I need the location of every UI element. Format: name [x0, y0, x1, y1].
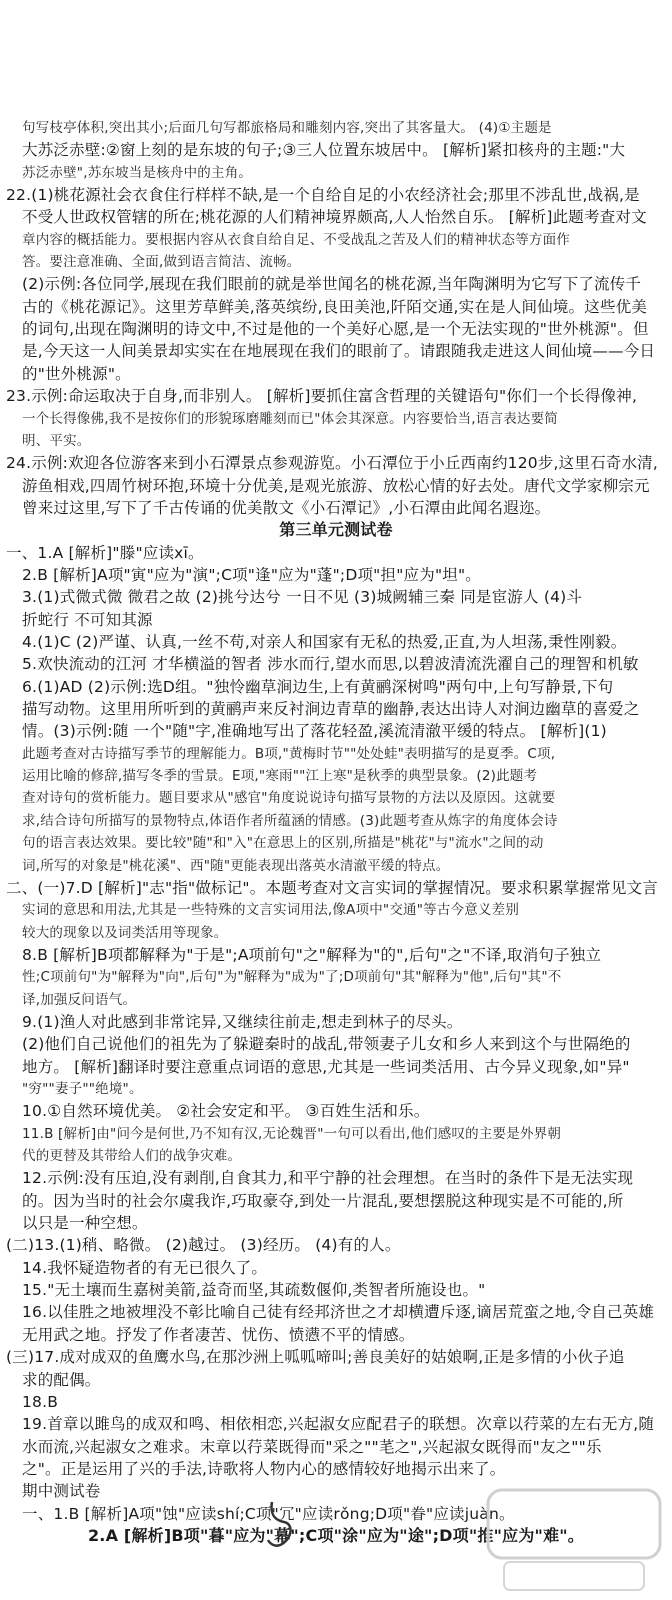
text-line: (2)他们自己说他们的祖先为了躲避秦时的战乱,带领妻子儿女和乡人来到这个与世隔绝的 — [22, 1035, 631, 1054]
text-line: 的词句,出现在陶渊明的诗文中,不过是他的一个美好心愿,是一个无法实现的"世外桃源"。但 — [22, 320, 649, 339]
text-line: 12.示例:没有压迫,没有剥削,自食其力,和平宁静的社会理想。在当时的条件下是无法实现 — [22, 1169, 634, 1188]
text-line: 代的更替及其带给人们的战争灾难。 — [22, 1148, 242, 1165]
text-line: 游鱼相戏,四周竹树环抱,环境十分优美,是观光旅游、放松心情的好去处。唐代文学家柳宗元 — [22, 476, 650, 495]
text-line: 答。要注意准确、全面,做到语言简洁、流畅。 — [22, 254, 301, 271]
text-line: 之"。正是运用了兴的手法,诗歌将人物内心的感情较好地揭示出来了。 — [22, 1459, 506, 1478]
handwritten-mark — [262, 1494, 302, 1554]
text-line: 章内容的概括能力。要根据内容从衣食自给自足、不受战乱之苦及人们的精神状态等方面作 — [22, 231, 570, 248]
text-line: 14.我怀疑造物者的有无已很久了。 — [22, 1258, 268, 1277]
text-line: 曾来过这里,写下了千古传诵的优美散文《小石潭记》,小石潭由此闻名遐迩。 — [22, 498, 551, 517]
text-line: 19.首章以雎鸟的成双和鸣、相依相恋,兴起淑女应配君子的联想。次章以荇菜的左右无方,随 — [22, 1415, 655, 1434]
text-line: 明、平实。 — [22, 432, 91, 449]
text-line: 4.(1)C (2)严谨、认真,一丝不苟,对亲人和国家有无私的热爱,正直,为人坦荡,秉性刚毅。 — [22, 633, 627, 651]
text-line: 以只是一种空想。 — [22, 1214, 148, 1233]
text-line: 2.B [解析]A项"寅"应为"演";C项"逢"应为"蓬";D项"担"应为"坦"。 — [22, 565, 482, 584]
text-line: 求的配偶。 — [22, 1370, 101, 1389]
text-line: 性;C项前句"为"解释为"向",后句"为"解释为"成为"了;D项前句"其"解释为"他",后句"其"不 — [22, 969, 562, 986]
text-line: 的"世外桃源"。 — [22, 364, 131, 383]
text-line: 句的语言表达效果。要比较"随"和"入"在意思上的区别,所描是"桃花"与"流水"之间的动 — [22, 835, 544, 852]
text-line: 水而流,兴起淑女之难求。末章以荇菜既得而"采之""芼之",兴起淑女既得而"友之""乐 — [22, 1437, 602, 1456]
text-line: 较大的现象以及词类活用等现象。 — [22, 924, 228, 941]
text-line: 15."无土壤而生嘉树美箭,益奇而坚,其疏数偃仰,类智者所施设也。" — [22, 1281, 486, 1300]
text-line: 句写枝亭体积,突出其小;后面几句写都旅格局和雕刻内容,突出了其客量大。 (4)①主题是 — [22, 120, 552, 136]
text-line: 23.示例:命运取决于自身,而非别人。 [解析]要抓住富含哲理的关键语句"你们一个长得像神, — [6, 387, 638, 406]
text-line: 11.B [解析]由"问今是何世,乃不知有汉,无论魏晋"一句可以看出,他们感叹的主要是外界朝 — [22, 1125, 562, 1142]
text-line: 10.①自然环境优美。 ②社会安定和平。 ③百姓生活和乐。 — [22, 1102, 430, 1121]
text-line: 是,今天这一人间美景却实实在在地展现在我们的眼前了。请跟随我走进这人间仙境——今日 — [22, 342, 656, 361]
text-line: 古的《桃花源记》。这里芳草鲜美,落英缤纷,良田美池,阡陌交通,实在是人间仙境。这些优美 — [22, 297, 648, 316]
text-line: 一、1.A [解析]"滕"应读xī。 — [6, 543, 204, 562]
text-line: (2)示例:各位同学,展现在我们眼前的就是举世闻名的桃花源,当年陶渊明为它写下了流传千 — [22, 275, 642, 294]
section-heading: 第三单元测试卷 — [279, 520, 393, 540]
section-heading: 2.A [解析]B项"暮"应为"幕";C项"涂"应为"途";D项"推"应为"难"。 — [87, 1525, 585, 1545]
text-line: 实词的意思和用法,尤其是一些特殊的文言实词用法,像A项中"交通"等古今意义差别 — [22, 902, 520, 919]
text-line: (三)17.成对成双的鱼鹰水鸟,在那沙洲上呱呱啼叫;善良美好的姑娘啊,正是多情的小伙子追 — [6, 1348, 625, 1367]
text-line: 18.B — [22, 1392, 59, 1411]
text-line: 情。(3)示例:随 一个"随"字,准确地写出了落花轻盈,溪流清澈平缓的特点。 [解析](1) — [22, 722, 607, 741]
text-line: 二、(一)7.D [解析]"志"指"做标记"。本题考查对文言实词的掌握情况。要求积累掌握常见文言 — [6, 878, 658, 897]
text-line: 22.(1)桃花源社会衣食住行样样不缺,是一个自给自足的小农经济社会;那里不涉乱世,战祸,是 — [6, 186, 640, 205]
text-line: 运用比喻的修辞,描写冬季的雪景。E项,"寒雨""江上寒"是秋季的典型景象。(2)此题考 — [22, 768, 538, 785]
text-line: 16.以佳胜之地被埋没不彰比喻自己徒有经邦济世之才却横遭斥逐,谪居荒蛮之地,令自己英雄 — [22, 1303, 655, 1322]
text-line: 6.(1)AD (2)示例:选D组。"独怜幽草涧边生,上有黄鹂深树鸣"两句中,上句写静景,下句 — [22, 677, 614, 696]
text-line: 一个长得像佛,我不是按你们的形貌琢磨雕刻而已"体会其深意。内容要恰当,语言表达要简 — [22, 410, 558, 427]
text-line: 描写动物。这里用所听到的黄鹂声来反衬涧边青草的幽静,表达出诗人对涧边幽草的喜爱之 — [22, 700, 640, 719]
text-line: 大苏泛赤壁:②窗上刻的是东坡的句子;③三人位置东坡居中。 [解析]紧扣核舟的主题:"大 — [22, 141, 626, 160]
text-line: 8.B [解析]B项都解释为"于是";A项前句"之"解释为"的",后句"之"不译,取消句子独立 — [22, 945, 602, 964]
text-line: 此题考查对古诗描写季节的理解能力。B项,"黄梅时节""处处蛙"表明描写的是夏季。C项, — [22, 745, 556, 762]
text-line: (二)13.(1)稍、略微。 (2)越过。 (3)经历。 (4)有的人。 — [6, 1236, 401, 1255]
text-line: 无用武之地。抒发了作者凄苦、忧伤、愤懑不平的情感。 — [22, 1325, 415, 1344]
text-line: 一、1.B [解析]A项"蚀"应读shí;C项"冗"应读rǒng;D项"眷"应读juàn。 — [22, 1504, 515, 1523]
text-line: 苏泛赤壁",苏东坡当是核舟中的主角。 — [22, 164, 253, 181]
text-line: 期中测试卷 — [22, 1482, 101, 1501]
watermark-logo — [484, 1486, 664, 1596]
text-line: 查对诗句的赏析能力。题目要求从"感官"角度说说诗句描写景物的方法以及原因。这就要 — [22, 790, 556, 807]
text-line: 的。因为当时的社会尔虞我诈,巧取豪夺,到处一片混乱,要想摆脱这种现实是不可能的,所 — [22, 1191, 624, 1210]
text-line: 词,所写的对象是"桃花溪"、西"随"更能表现出落英水清澈平缓的特点。 — [22, 857, 450, 874]
text-line: 求,结合诗句所描写的景物特点,体语作者所蕴涵的情感。(3)此题考查从炼字的角度体会诗 — [22, 812, 558, 829]
text-line: 3.(1)式微式微 微君之故 (2)挑兮达兮 一日不见 (3)城阙辅三秦 同是宦游人 (4)斗 — [22, 588, 583, 607]
text-line: 折蛇行 不可知其源 — [22, 610, 153, 629]
text-line: 24.示例:欢迎各位游客来到小石潭景点参观游览。小石潭位于小丘西南约120步,这里石奇水清, — [6, 454, 659, 473]
text-line: 地方。 [解析]翻译时要注意重点词语的意思,尤其是一些词类活用、古今异义现象,如"异" — [22, 1057, 630, 1076]
text-line: 5.欢快流动的江河 才华横溢的智者 涉水而行,望水而思,以碧波清流洗濯自己的理智和机敏 — [22, 655, 639, 674]
text-line: 译,加强反问语气。 — [22, 991, 137, 1008]
text-line: "穷""妻子""绝境"。 — [22, 1080, 143, 1097]
text-line: 9.(1)渔人对此感到非常诧异,又继续往前走,想走到林子的尽头。 — [22, 1012, 463, 1031]
text-line: 不受人世政权管辖的所在;桃花源的人们精神境界颇高,人人怡然自乐。 [解析]此题考查对文 — [22, 208, 647, 227]
